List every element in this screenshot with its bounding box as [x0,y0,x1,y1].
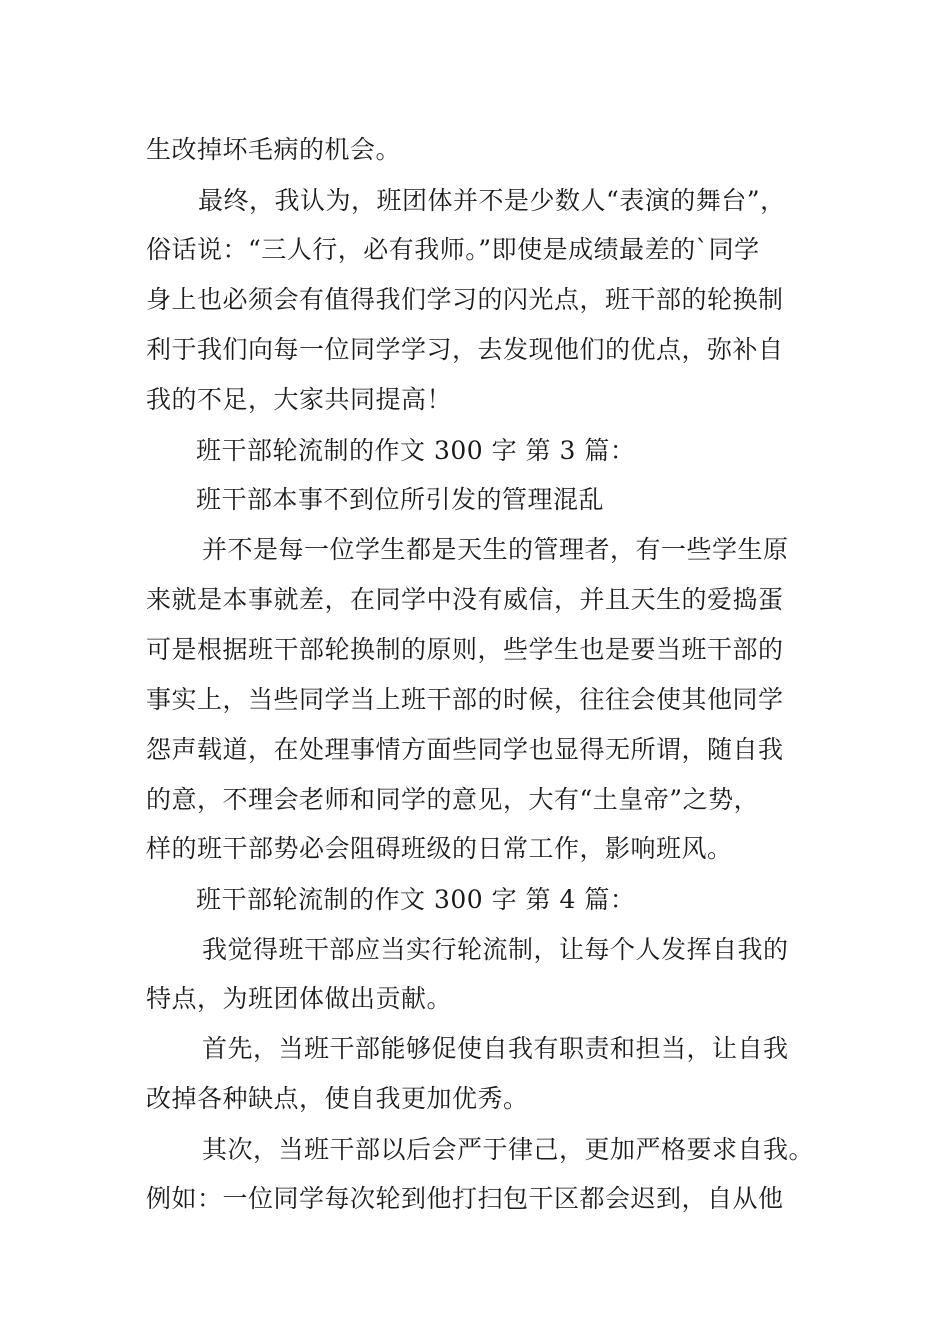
text-line: 利于我们向每一位同学学习，去发现他们的优点，弥补自 [146,335,784,364]
text-line: 改掉各种缺点，使自我更加优秀。 [146,1084,529,1113]
text-line: 样的班干部势必会阻碍班级的日常工作，影响班风。 [146,834,733,863]
text-line: 可是根据班干部轮换制的原则，些学生也是要当班干部的 [146,635,784,664]
section-heading: 班干部轮流制的作文 300 字 第 3 篇： [196,436,636,465]
paragraph-line: 我觉得班干部应当实行轮流制，让每个人发挥自我的 [202,935,789,964]
text-line: 的意，不理会老师和同学的意见，大有“土皇帝”之势， [146,785,760,814]
paragraph-line: 并不是每一位学生都是天生的管理者，有一些学生原 [202,535,789,564]
paragraph-line: 首先，当班干部能够促使自我有职责和担当，让自我 [202,1034,789,1063]
paragraph-line: 最终，我认为，班团体并不是少数人“表演的舞台”， [198,186,786,215]
text-line: 事实上，当些同学当上班干部的时候，往往会使其他同学 [146,685,784,714]
text-line: 来就是本事就差，在同学中没有威信，并且天生的爱捣蛋 [146,585,784,614]
text-line: 怨声载道，在处理事情方面些同学也显得无所谓，随自我 [146,735,784,764]
paragraph-line: 其次，当班干部以后会严于律己，更加严格要求自我。 [202,1135,815,1164]
text-line: 俗话说：“三人行，必有我师。”即使是成绩最差的`同学 [146,235,760,264]
text-line: 身上也必须会有值得我们学习的闪光点，班干部的轮换制 [146,285,784,314]
text-line: 特点，为班团体做出贡献。 [146,984,453,1013]
paragraph-title: 班干部本事不到位所引发的管理混乱 [196,485,605,514]
text-line: 生改掉坏毛病的机会。 [146,135,402,164]
section-heading: 班干部轮流制的作文 300 字 第 4 篇： [196,885,636,914]
text-line: 例如：一位同学每次轮到他打扫包干区都会迟到，自从他 [146,1184,784,1213]
text-line: 我的不足，大家共同提高！ [146,385,453,414]
